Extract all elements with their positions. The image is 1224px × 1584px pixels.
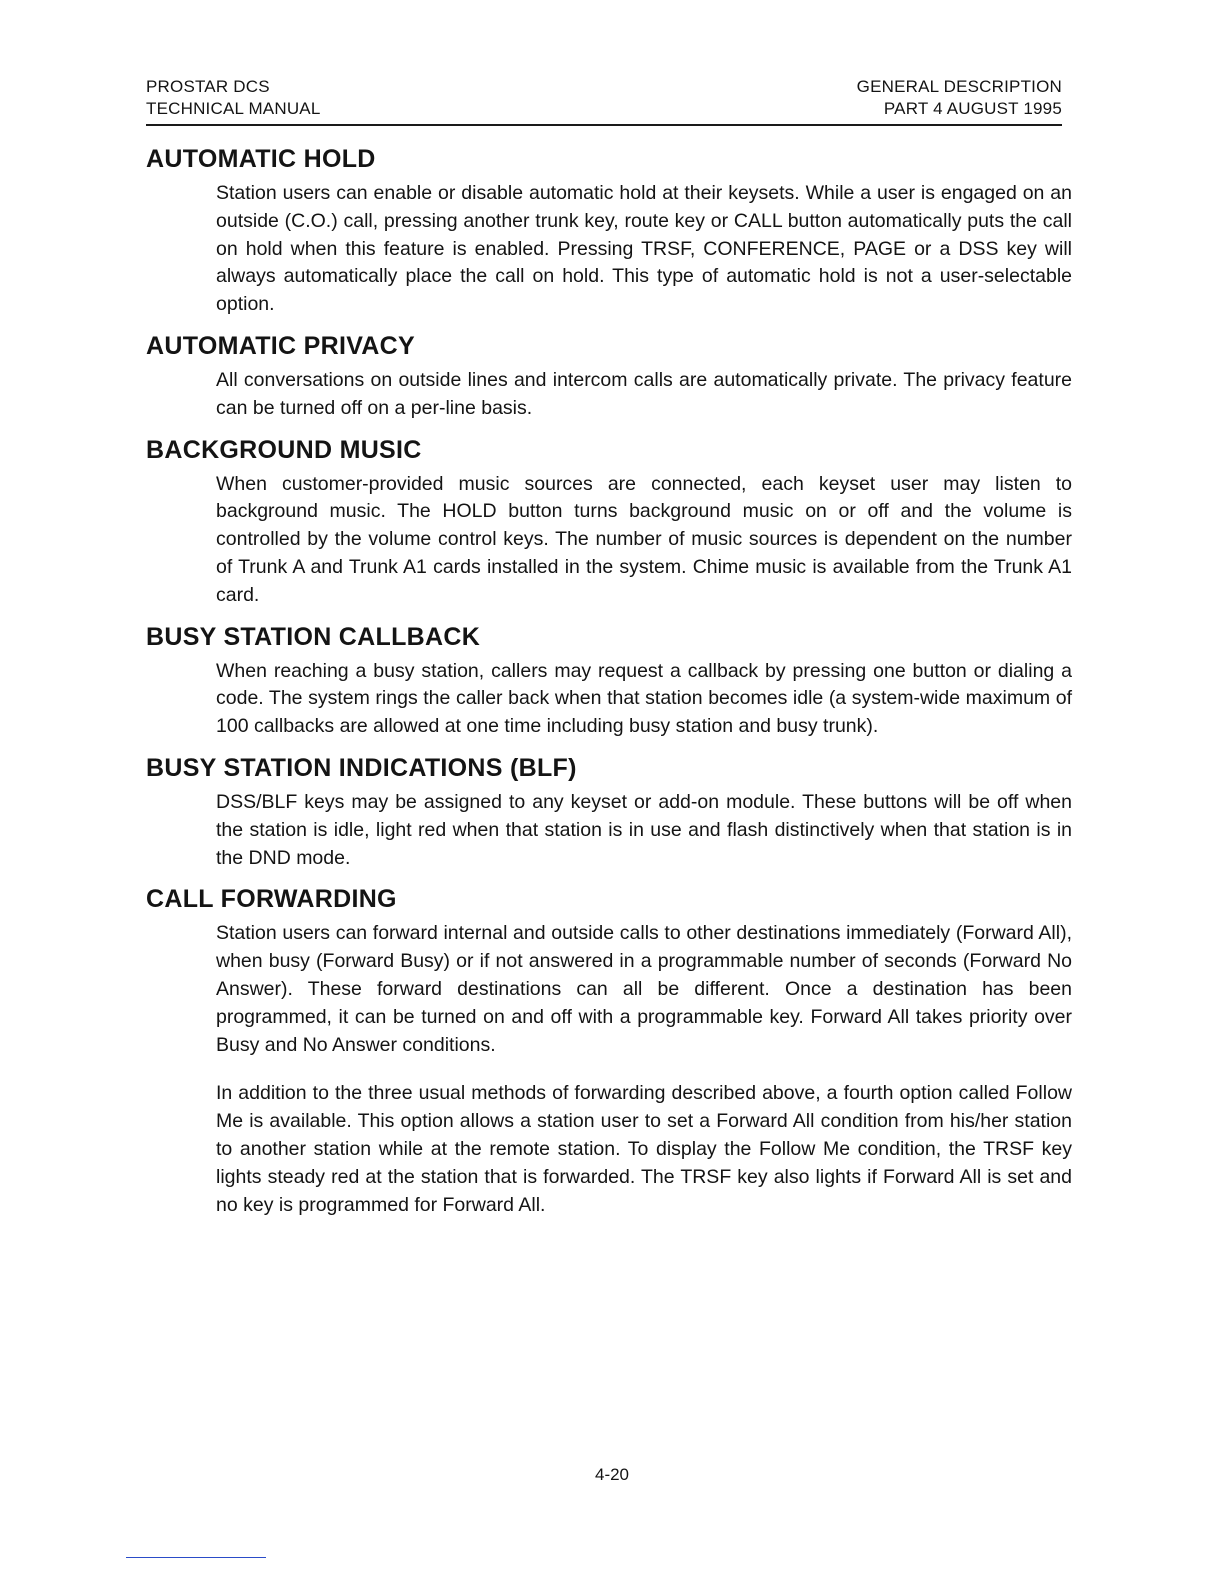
section-paragraph: DSS/BLF keys may be assigned to any keyset or add-on module. These buttons will be off when the station is idle, light red when that station is in use and flash distinctively when that station is in the DND mode.: [216, 790, 1072, 869]
section-paragraph: Station users can forward internal and outside calls to other destinations immediately (Forward All), when busy (Forward Busy) or if not answered in a programmable number of seconds (Forward No Answer). These forward destinations can all be different. Once a destination has been programmed, it can be turned on and off with a programmable key. Forward All takes priority over Busy and No Answer conditions.: [216, 922, 1072, 1056]
section-paragraph: When customer-provided music sources are connected, each keyset user may listen to background music. The HOLD button turns background music on or off and the volume is controlled by the volume control keys. The number of music sources is dependent on the number of Trunk A and Trunk A1 cards installed in the system. Chime music is available from the Trunk A1 card.: [216, 472, 1072, 606]
section-heading: CALL FORWARDING: [146, 885, 397, 914]
section-call-forwarding: [146, 882, 1072, 1219]
chapter-name: GENERAL DESCRIPTION: [856, 77, 1062, 96]
section-automatic-hold: [146, 142, 1072, 319]
paragraph-spacer: [216, 1067, 1072, 1068]
section-busy-station-callback: [146, 620, 1072, 741]
section-background-music: [146, 433, 1072, 610]
section-paragraph: All conversations on outside lines and intercom calls are automatically private. The privacy feature can be turned off on a per-line basis.: [216, 368, 1072, 419]
bottom-rule: [126, 1557, 266, 1558]
section-heading: AUTOMATIC HOLD: [146, 145, 376, 173]
section-paragraph: When reaching a busy station, callers may request a callback by pressing one button or dialing a code. The system rings the caller back when that station becomes idle (a system-wide maximum of 100 callbacks are allowed at one time including busy station and busy trunk).: [216, 659, 1072, 738]
section-heading: BUSY STATION CALLBACK: [146, 622, 481, 651]
page-number: 4-20: [594, 1465, 630, 1484]
page-header: [146, 76, 1062, 126]
section-heading: BACKGROUND MUSIC: [146, 435, 422, 464]
section-heading: AUTOMATIC PRIVACY: [146, 331, 415, 360]
part-date: PART 4 AUGUST 1995: [883, 99, 1062, 118]
section-heading: BUSY STATION INDICATIONS (BLF): [146, 753, 577, 782]
manual-name: TECHNICAL MANUAL: [146, 99, 321, 118]
page-content: [146, 142, 1072, 1219]
section-busy-station-indications: [146, 751, 1072, 872]
product-name: PROSTAR DCS: [146, 77, 270, 96]
section-paragraph: Station users can enable or disable automatic hold at their keysets. While a user is engaged on an outside (C.O.) call, pressing another trunk key, route key or CALL button automatically puts the call on hold when this feature is enabled. Pressing TRSF, CONFERENCE, PAGE or a DSS key will always automatically place the call on hold. This type of automatic hold is not a user-selectable option.: [216, 182, 1072, 316]
header-right: [857, 76, 1062, 120]
section-paragraph: In addition to the three usual methods of forwarding described above, a fourth option called Follow Me is available. This option allows a station user to set a Forward All condition from his/her station to another station while at the remote station. To display the Follow Me condition, the TRSF key lights steady red at the station that is forwarded. The TRSF key also lights if Forward All is set and no key is programmed for Forward All.: [216, 1082, 1072, 1216]
header-left: [146, 76, 321, 120]
section-automatic-privacy: [146, 329, 1072, 423]
